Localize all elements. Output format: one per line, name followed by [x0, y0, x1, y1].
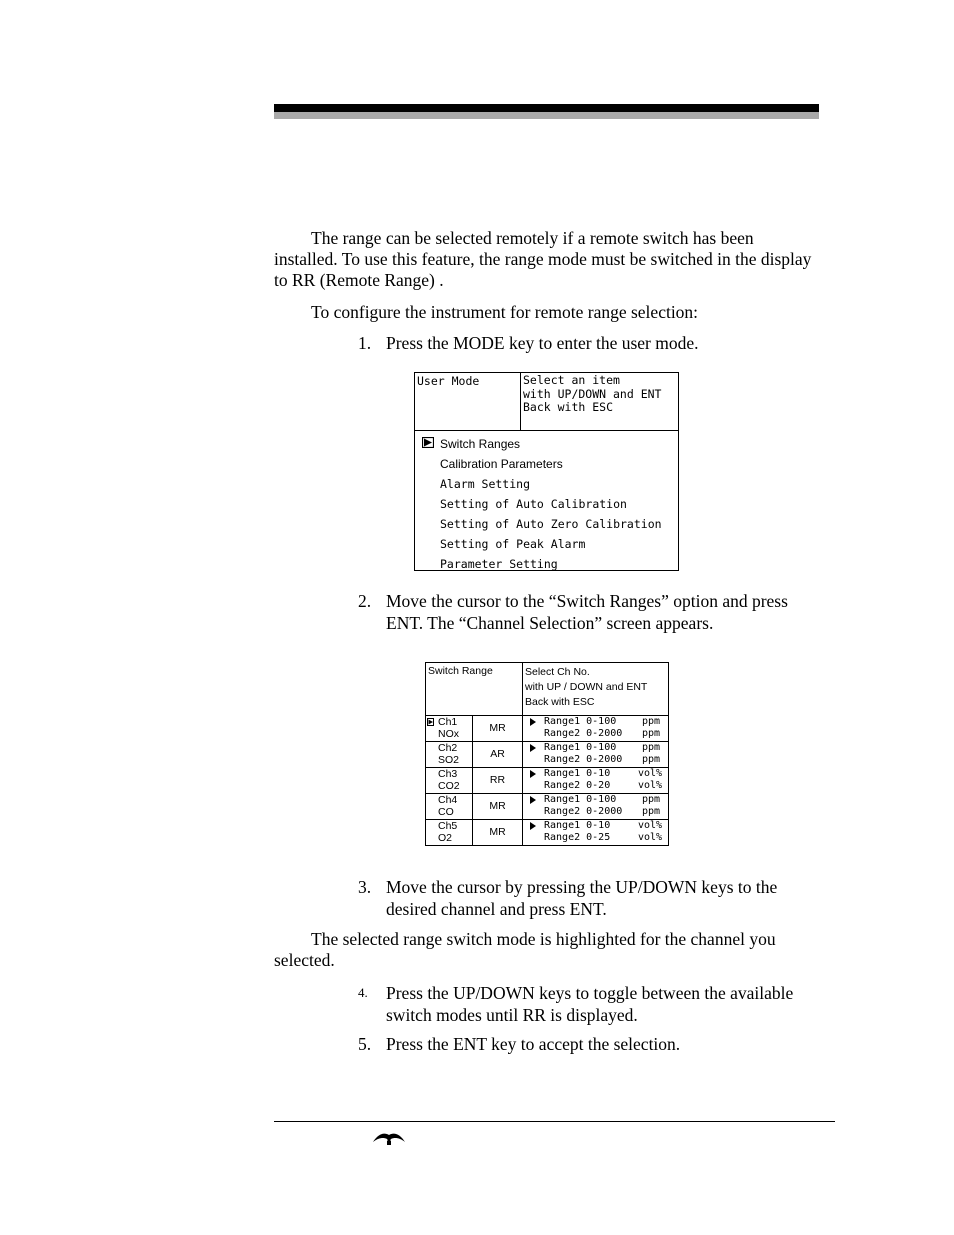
channel-row-ch3[interactable] — [426, 768, 668, 794]
screen-title: User Mode — [417, 374, 480, 388]
channel-row-ch5[interactable] — [426, 820, 668, 846]
step-text: Press the MODE key to enter the user mode. — [386, 333, 699, 353]
highlight-paragraph: The selected range switch mode is highlighted for the channel you selected. — [274, 929, 776, 970]
range-2: Range2 0-2000 — [544, 728, 623, 739]
menu-item-auto-calibration[interactable]: Setting of Auto Calibration — [440, 497, 627, 511]
channel-row-ch4[interactable] — [426, 794, 668, 820]
mode-value: MR — [489, 800, 506, 812]
divider — [520, 373, 521, 430]
channel-label: Ch1 NOx — [438, 716, 459, 740]
step-text: Move the cursor to the “Switch Ranges” option and press ENT. The “Channel Selection” screen appears. — [386, 591, 788, 633]
intro-paragraph: The range can be selected remotely if a remote switch has been installed. To use this feature, the range mode must be switched in the display to RR (Remote Range) . — [274, 228, 812, 290]
cursor-arrow-icon — [427, 718, 434, 726]
mode-value: MR — [489, 722, 506, 734]
range-arrow-icon — [530, 822, 536, 830]
range-2: Range2 0-25 — [544, 832, 611, 843]
step-number: 5. — [358, 1034, 372, 1054]
unit-1: ppm — [642, 742, 661, 753]
step-number: 1. — [358, 333, 372, 353]
range-arrow-icon — [530, 718, 536, 726]
mode-value: AR — [490, 748, 505, 760]
step-text: Press the ENT key to accept the selection. — [386, 1034, 681, 1054]
range-1: Range1 0-100 — [544, 794, 617, 805]
range-1: Range1 0-10 — [544, 768, 611, 779]
unit-1: vol% — [638, 768, 663, 779]
range-arrow-icon — [530, 770, 536, 778]
header-rule-shadow — [274, 112, 819, 119]
divider — [415, 430, 678, 431]
range-arrow-icon — [530, 744, 536, 752]
step-2 — [358, 590, 828, 636]
step-number: 2. — [358, 591, 372, 611]
range-2: Range2 0-20 — [544, 780, 611, 791]
channel-row-ch2[interactable] — [426, 742, 668, 768]
menu-item-parameter-setting[interactable]: Parameter Setting — [440, 557, 558, 571]
step-1 — [358, 332, 828, 356]
step-4 — [358, 982, 828, 1028]
menu-item-peak-alarm[interactable]: Setting of Peak Alarm — [440, 537, 586, 551]
mode-value: MR — [489, 826, 506, 838]
channel-label: Ch4 CO — [438, 794, 458, 818]
channel-row-ch1[interactable] — [426, 716, 668, 742]
unit-1: vol% — [638, 820, 663, 831]
unit-2: ppm — [642, 754, 661, 765]
teledyne-logo-icon — [372, 1130, 406, 1146]
menu-item-calibration-parameters[interactable]: Calibration Parameters — [440, 457, 563, 471]
unit-2: vol% — [638, 832, 663, 843]
mode-value: RR — [489, 774, 506, 786]
range-arrow-icon — [530, 796, 536, 804]
step-3 — [358, 876, 828, 922]
channel-label: Ch2 SO2 — [438, 742, 460, 766]
step-number: 4. — [358, 985, 368, 1000]
screen-help-text: Select Ch No. with UP / DOWN and ENT Back with ESC — [525, 666, 648, 708]
cursor-arrow-icon — [422, 437, 434, 448]
range-2: Range2 0-2000 — [544, 806, 623, 817]
channel-label: Ch5 O2 — [438, 820, 458, 844]
menu-item-switch-ranges[interactable]: Switch Ranges — [440, 437, 521, 451]
menu-list — [440, 437, 662, 577]
step-text: Press the UP/DOWN keys to toggle between the available switch modes until RR is displayed. — [386, 983, 794, 1025]
step-text: Move the cursor by pressing the UP/DOWN keys to the desired channel and press ENT. — [386, 877, 778, 919]
channel-label: Ch3 CO2 — [438, 768, 460, 792]
screen-help-text: Select an item with UP/DOWN and ENT Back with ESC — [523, 373, 662, 414]
step-number: 3. — [358, 877, 372, 897]
header-rule — [274, 104, 819, 112]
screen-title: Switch Range — [428, 665, 493, 677]
user-mode-screen — [414, 372, 679, 571]
switch-range-screen — [425, 662, 669, 846]
unit-2: ppm — [642, 728, 661, 739]
range-1: Range1 0-10 — [544, 820, 611, 831]
menu-item-auto-zero-calibration[interactable]: Setting of Auto Zero Calibration — [440, 517, 662, 531]
range-1: Range1 0-100 — [544, 742, 617, 753]
unit-1: ppm — [642, 794, 661, 805]
step-5 — [358, 1033, 828, 1057]
menu-item-alarm-setting[interactable]: Alarm Setting — [440, 477, 531, 491]
range-1: Range1 0-100 — [544, 716, 617, 727]
range-2: Range2 0-2000 — [544, 754, 623, 765]
unit-1: ppm — [642, 716, 661, 727]
configure-paragraph: To configure the instrument for remote range selection: — [311, 302, 699, 322]
footer-rule — [274, 1121, 835, 1122]
unit-2: ppm — [642, 806, 661, 817]
unit-2: vol% — [638, 780, 663, 791]
